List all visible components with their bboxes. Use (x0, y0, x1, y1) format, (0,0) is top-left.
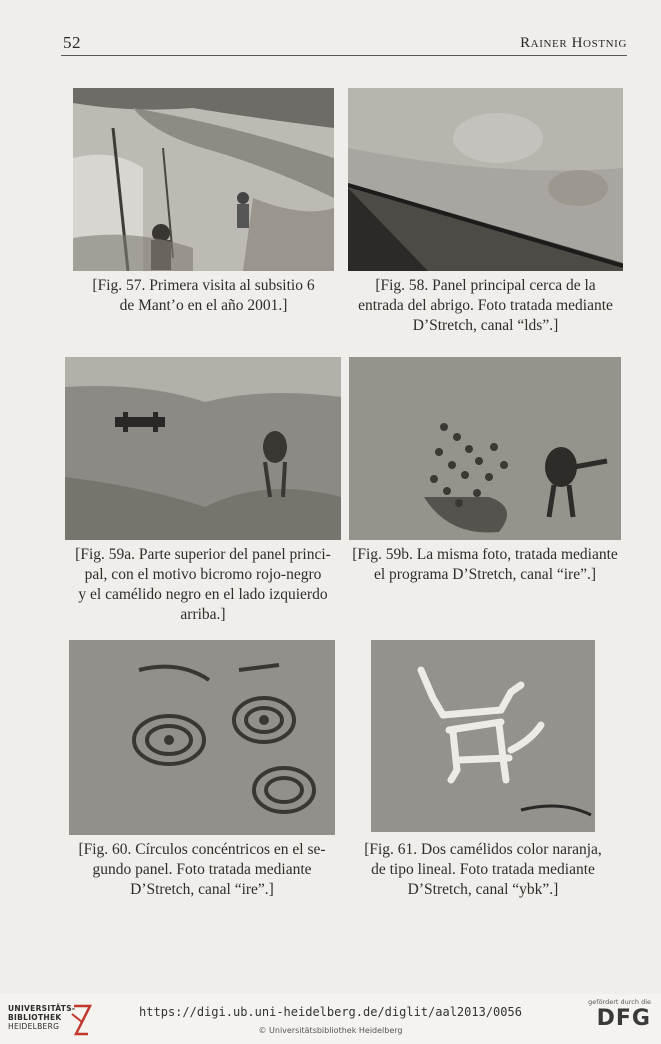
copyright-notice: © Universitätsbibliothek Heidelberg (258, 1026, 403, 1035)
funder-logo[interactable] (579, 998, 651, 1040)
figure-59b-photo (349, 357, 621, 540)
figure-59b-caption: [Fig. 59b. La misma foto, tratada mediante el programa D’Stretch, canal “ire”.] (352, 546, 618, 583)
running-header-author: Rainer Hostnig (520, 35, 627, 51)
funder-caption: gefördert durch die (588, 998, 651, 1006)
header-rule (61, 55, 627, 56)
figure-60-photo (69, 640, 335, 835)
figure-60-caption: [Fig. 60. Círculos concéntricos en el se- gundo panel. Foto tratada mediante D’Stretch, canal “ire”.] (78, 841, 326, 898)
figure-61-caption: [Fig. 61. Dos camélidos color naranja, de tipo lineal. Foto tratada mediante D’Stretch, canal “ybk”.] (364, 841, 602, 898)
figure-57-caption: [Fig. 57. Primera visita al subsitio 6 de Mant’o en el año 2001.] (92, 277, 315, 314)
figure-58-caption: [Fig. 58. Panel principal cerca de la entrada del abrigo. Foto tratada mediante D’Stretch, canal “lds”.] (358, 277, 613, 334)
figure-59a-caption: [Fig. 59a. Parte superior del panel princi- pal, con el motivo bicromo rojo-negro y el camélido negro en el lado izquierdo arriba.] (75, 546, 331, 623)
footer-bar (0, 994, 661, 1044)
figure-57-photo (73, 88, 334, 271)
library-name: UNIVERSITÄTS- BIBLIOTHEK HEIDELBERG (8, 1004, 76, 1031)
page-number: 52 (63, 33, 81, 52)
figure-59a-photo (65, 357, 341, 540)
figure-58-photo (348, 88, 623, 271)
figure-61-photo (371, 640, 595, 832)
dfg-icon: DFG (596, 1006, 651, 1031)
source-url-link[interactable]: https://digi.ub.uni-heidelberg.de/diglit/aal2013/0056 (139, 1005, 522, 1019)
